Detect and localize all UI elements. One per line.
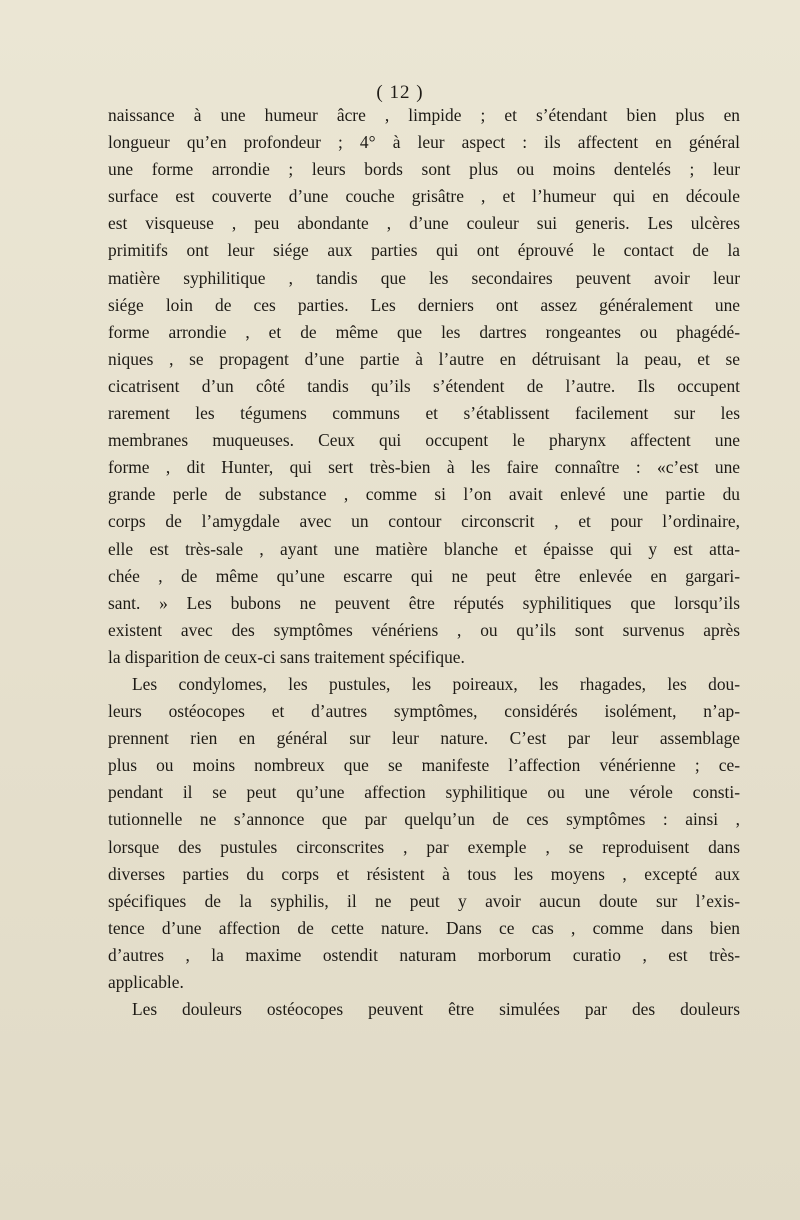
text-line: diverses parties du corps et résistent à tous les moyens , excepté aux bbox=[108, 863, 740, 884]
text-line: une forme arrondie ; leurs bords sont plus ou moins dentelés ; leur bbox=[108, 159, 740, 180]
text-line: chée , de même qu’une escarre qui ne peut être enlevée en gargari- bbox=[108, 565, 740, 586]
page-number: ( 12 ) bbox=[376, 82, 424, 103]
text-line: tutionnelle ne s’annonce que par quelqu’un de ces symptômes : ainsi , bbox=[108, 809, 740, 830]
text-line: siége loin de ces parties. Les derniers ont assez généralement une bbox=[108, 294, 740, 315]
text-line: surface est couverte d’une couche grisâtre , et l’humeur qui en découle bbox=[108, 186, 740, 207]
text-line: tence d’une affection de cette nature. Dans ce cas , comme dans bien bbox=[108, 917, 740, 938]
text-line: applicable. bbox=[108, 972, 184, 992]
text-line: sant. » Les bubons ne peuvent être réputés syphilitiques que lorsqu’ils bbox=[108, 592, 740, 613]
text-line: forme , dit Hunter, qui sert très-bien à les faire connaître : «c’est une bbox=[108, 457, 740, 478]
text-line: forme arrondie , et de même que les dartres rongeantes ou phagédé- bbox=[108, 321, 740, 342]
text-line: prennent rien en général sur leur nature. C’est par leur assemblage bbox=[108, 728, 740, 749]
paragraph-start-line: Les douleurs ostéocopes peuvent être simulées par des douleurs bbox=[132, 999, 740, 1020]
text-line: membranes muqueuses. Ceux qui occupent le pharynx affectent une bbox=[108, 430, 740, 451]
text-line: grande perle de substance , comme si l’on avait enlevé une partie du bbox=[108, 484, 740, 505]
text-line: existent avec des symptômes vénériens , ou qu’ils sont survenus après bbox=[108, 619, 740, 640]
text-line: est visqueuse , peu abondante , d’une couleur sui generis. Les ulcères bbox=[108, 213, 740, 234]
text-line: cicatrisent d’un côté tandis qu’ils s’étendent de l’autre. Ils occupent bbox=[108, 375, 740, 396]
text-line: corps de l’amygdale avec un contour circonscrit , et pour l’ordinaire, bbox=[108, 511, 740, 532]
text-line: spécifiques de la syphilis, il ne peut y avoir aucun doute sur l’exis- bbox=[108, 890, 740, 911]
text-line: plus ou moins nombreux que se manifeste l’affection vénérienne ; ce- bbox=[108, 755, 740, 776]
body-text bbox=[108, 102, 740, 1023]
text-line: matière syphilitique , tandis que les secondaires peuvent avoir leur bbox=[108, 267, 740, 288]
text-line: lorsque des pustules circonscrites , par exemple , se reproduisent dans bbox=[108, 836, 740, 857]
text-line: niques , se propagent d’une partie à l’autre en détruisant la peau, et se bbox=[108, 348, 740, 369]
text-line: naissance à une humeur âcre , limpide ; et s’étendant bien plus en bbox=[108, 105, 740, 125]
text-line: rarement les tégumens communs et s’établissent facilement sur les bbox=[108, 403, 740, 424]
paragraph-start-line: Les condylomes, les pustules, les poireaux, les rhagades, les dou- bbox=[132, 673, 740, 694]
text-line: elle est très-sale , ayant une matière blanche et épaisse qui y est atta- bbox=[108, 538, 740, 559]
text-line: longueur qu’en profondeur ; 4° à leur aspect : ils affectent en général bbox=[108, 132, 740, 153]
text-line: leurs ostéocopes et d’autres symptômes, considérés isolément, n’ap- bbox=[108, 701, 740, 722]
text-line: d’autres , la maxime ostendit naturam morborum curatio , est très- bbox=[108, 944, 740, 965]
text-line: pendant il se peut qu’une affection syphilitique ou une vérole consti- bbox=[108, 782, 740, 803]
text-line: primitifs ont leur siége aux parties qui ont éprouvé le contact de la bbox=[108, 240, 740, 261]
text-line: la disparition de ceux-ci sans traitement spécifique. bbox=[108, 646, 465, 667]
